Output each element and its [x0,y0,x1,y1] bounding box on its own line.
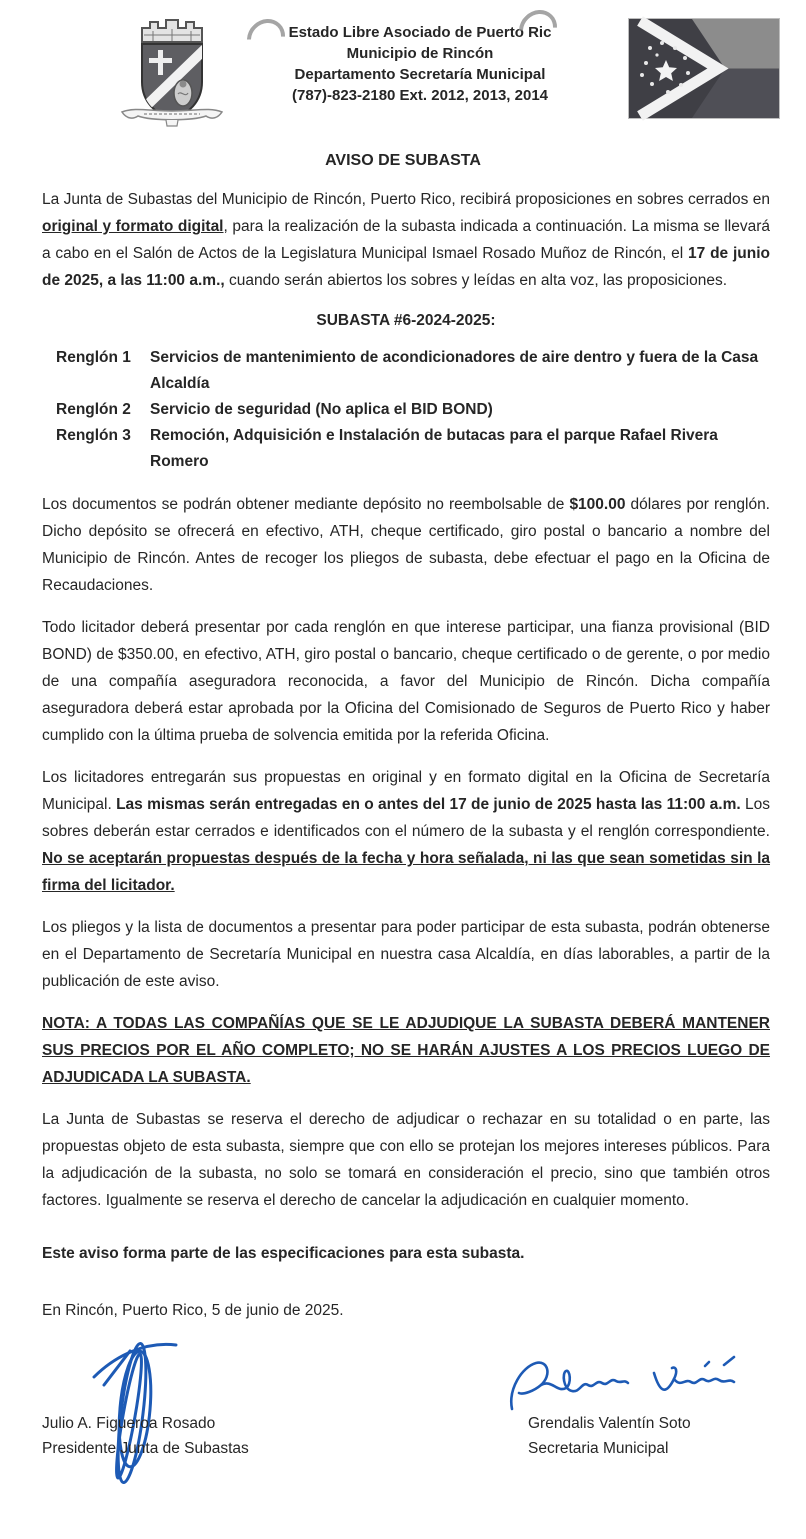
renglon-row [42,345,770,397]
paragraph-rights: La Junta de Subastas se reserva el derecho de adjudicar o rechazar en su totalidad o en parte, las propuestas objeto de esta subasta, siempre que con ello se protejan los mejores intereses públicos. Para la adjudicación de la subasta, no solo se tomará en consideración el precio, sino que también otros factores. Igualmente se reserva el derecho de cancelar la adjudicación en cualquier momento. [42,1111,770,1209]
renglon-description: Servicio de seguridad (No aplica el BID BOND) [150,401,493,418]
renglon-description: Servicios de mantenimiento de acondicionadores de aire dentro y fuera de la Casa Alcaldía [150,349,759,392]
paragraph-deposit: Los documentos se podrán obtener mediante depósito no reembolsable de $100.00 dólares por renglón. Dicho depósito se ofrecerá en efectivo, ATH, cheque certificado, giro postal o bancario a nombre del Municipio de Rincón. Antes de recoger los pliegos de subasta, debe efectuar el pago en la Oficina de Recaudaciones. [42,496,770,594]
secretary-signature-block [528,1411,691,1461]
renglon-label: Renglón 3 [56,427,131,444]
paragraph-bid-bond: Todo licitador deberá presentar por cada renglón en que interese participar, una fianza provisional (BID BOND) de $350.00, en efectivo, ATH, giro postal o bancario, cheque certificado o de gerente, o por medio de una compañía aseguradora reconocida, a favor del Municipio de Rincón. Dicha compañía aseguradora deberá estar aprobada por la Oficina del Comisionado de Seguros de Puerto Rico y haber cumplido con la última prueba de solvencia emitida por la referida Oficina. [42,619,770,744]
president-signature-icon [88,1325,188,1495]
specifications-note: Este aviso forma parte de las especificaciones para esta subasta. [42,1245,525,1262]
renglon-label: Renglón 2 [56,401,131,418]
municipal-coat-of-arms-icon [108,10,236,128]
president-name: Julio A. Figueroa Rosado [42,1415,216,1432]
signature-section [42,1339,770,1539]
renglon-row [42,423,770,475]
paragraph-intro: La Junta de Subastas del Municipio de Rincón, Puerto Rico, recibirá proposiciones en sobres cerrados en original y formato digital, para la realización de la subasta indicada a continuación. La misma se llevará a cabo en el Salón de Actos de la Legislatura Municipal Ismael Rosado Muñoz de Rincón, el 17 de junio de 2025, a las 11:00 a.m., cuando serán abiertos los sobres y leídas en alta voz, las proposiciones. [42,191,770,289]
letterhead-line-department: Departamento Secretaría Municipal [294,66,546,83]
renglon-label: Renglón 1 [56,349,131,366]
secretary-name: Grendalis Valentín Soto [528,1415,691,1432]
notice-body [0,186,806,1539]
paragraph-documents: Los pliegos y la lista de documentos a presentar para poder participar de esta subasta, podrán obtenerse en el Departamento de Secretaría Municipal en nuestra casa Alcaldía, en días laborables, a partir de la publicación de este aviso. [42,919,770,990]
president-signature-block [42,1411,249,1461]
rincon-flag-icon [628,18,780,119]
letterhead-line-municipality: Municipio de Rincón [346,45,494,62]
renglon-row [42,397,770,423]
letterhead-line-commonwealth: Estado Libre Asociado de Puerto Ric [288,24,552,41]
renglon-list [42,345,770,475]
letterhead-line-phone: (787)-823-2180 Ext. 2012, 2013, 2014 [291,87,549,104]
paragraph-nota: NOTA: A TODAS LAS COMPAÑÍAS QUE SE LE ADJUDIQUE LA SUBASTA DEBERÁ MANTENER SUS PRECIOS POR EL AÑO COMPLETO; NO SE HARÁN AJUSTES A LOS PRECIOS LUEGO DE ADJUDICADA LA SUBASTA. [42,1015,770,1086]
subasta-number-heading: SUBASTA #6-2024-2025: [316,312,496,329]
dateline: En Rincón, Puerto Rico, 5 de junio de 2025. [42,1302,344,1319]
document-header [0,0,806,152]
renglon-description: Remoción, Adquisición e Instalación de butacas para el parque Rafael Rivera Romero [150,427,718,470]
page-title: AVISO DE SUBASTA [325,152,481,169]
president-title: Presidente Junta de Subastas [42,1440,249,1457]
paragraph-delivery: Los licitadores entregarán sus propuestas en original y en formato digital en la Oficina de Secretaría Municipal. Las mismas serán entregadas en o antes del 17 de junio de 2025 hasta las 11:00 a.m. Los sobres deberán estar cerrados e identificados con el número de la subasta y el renglón correspondiente. No se aceptarán propuestas después de la fecha y hora señalada, ni las que sean sometidas sin la firma del licitador. [42,769,771,894]
secretary-title: Secretaria Municipal [528,1440,669,1457]
